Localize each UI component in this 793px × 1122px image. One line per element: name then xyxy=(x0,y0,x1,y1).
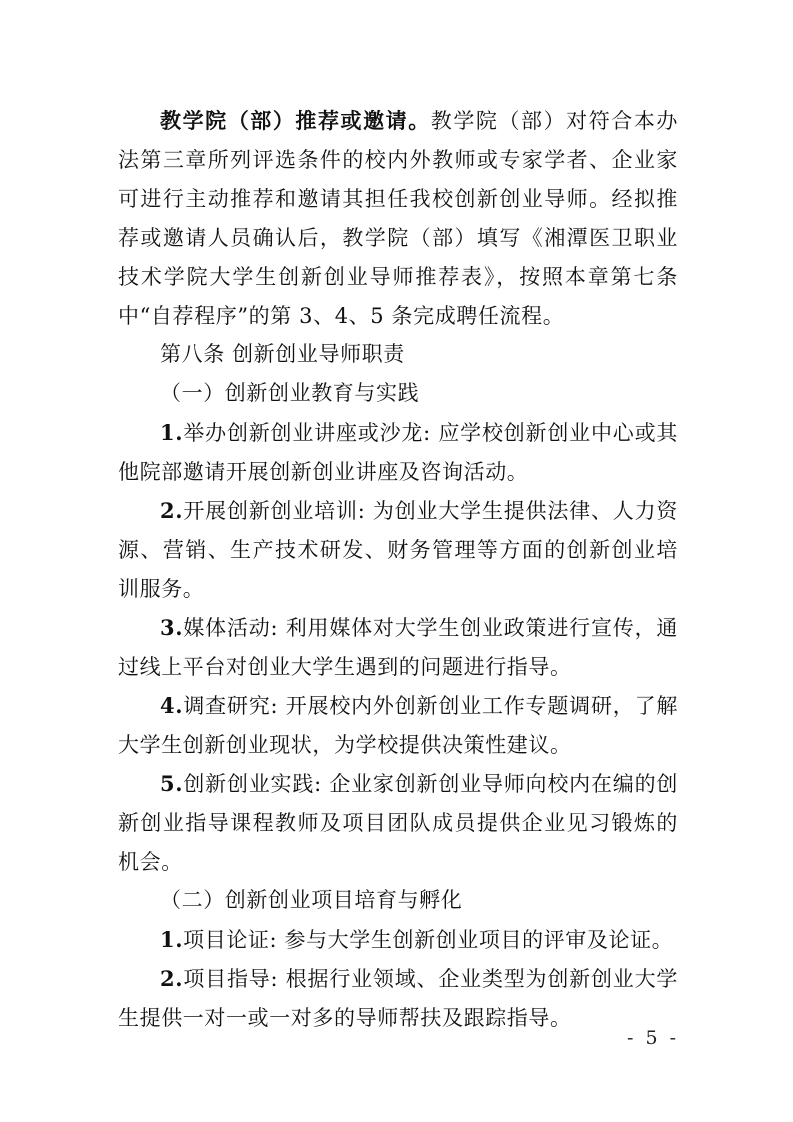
list-item xyxy=(118,920,678,960)
list-item xyxy=(118,491,678,609)
list-item-text: 调查研究: 开展校内外创新创业工作专题调研，了解大学生创新创业现状，为学校提供决策性建议。 xyxy=(118,694,678,757)
paragraph-recommendation xyxy=(118,101,678,336)
article-heading: 第八条 创新创业导师职责 xyxy=(160,342,405,366)
paragraph-lead-bold: 教学院（部）推荐或邀请。 xyxy=(160,108,431,133)
list-item xyxy=(118,686,678,765)
list-item xyxy=(118,764,678,882)
list-item-text: 创新创业实践: 企业家创新创业导师向校内在编的创新创业指导课程教师及项目团队成员提供企业见习锻炼的机会。 xyxy=(118,772,678,874)
list-item-number: 1. xyxy=(160,927,184,952)
section-heading-2: （二）创新创业项目培育与孵化 xyxy=(160,888,463,912)
list-item-number: 2. xyxy=(160,966,184,991)
list-item-text: 举办创新创业讲座或沙龙: 应学校创新创业中心或其他院部邀请开展创新创业讲座及咨询活动。 xyxy=(118,421,678,484)
list-item-text: 开展创新创业培训: 为创业大学生提供法律、人力资源、营销、生产技术研发、财务管理等方面的创新创业培训服务。 xyxy=(118,499,678,601)
page-number: - 5 - xyxy=(627,1027,680,1049)
list-item xyxy=(118,959,678,1038)
list-item-number: 1. xyxy=(160,420,184,445)
list-item-text: 媒体活动: 利用媒体对大学生创业政策进行宣传，通过线上平台对创业大学生遇到的问题进行指导。 xyxy=(118,616,678,679)
section-heading-1: （一）创新创业教育与实践 xyxy=(160,381,420,405)
list-item-text: 项目论证: 参与大学生创新创业项目的评审及论证。 xyxy=(183,928,674,952)
list-item-number: 3. xyxy=(160,615,184,640)
list-item xyxy=(118,413,678,492)
paragraph-body: 教学院（部）对符合本办法第三章所列评选条件的校内外教师或专家学者、企业家可进行主动推荐和邀请其担任我校创新创业导师。经拟推荐或邀请人员确认后，教学院（部）填写《湘潭医卫职业技术学院大学生创新创业导师推荐表》，按照本章第七条中“自荐程序”的第 3、4、5 条完成聘任流程。 xyxy=(118,109,678,328)
list-item-number: 4. xyxy=(160,693,184,718)
list-item-number: 2. xyxy=(160,498,184,523)
list-item-text: 项目指导: 根据行业领域、企业类型为创新创业大学生提供一对一或一对多的导师帮扶及跟踪指导。 xyxy=(118,967,678,1030)
list-item xyxy=(118,608,678,687)
list-item-number: 5. xyxy=(160,771,184,796)
